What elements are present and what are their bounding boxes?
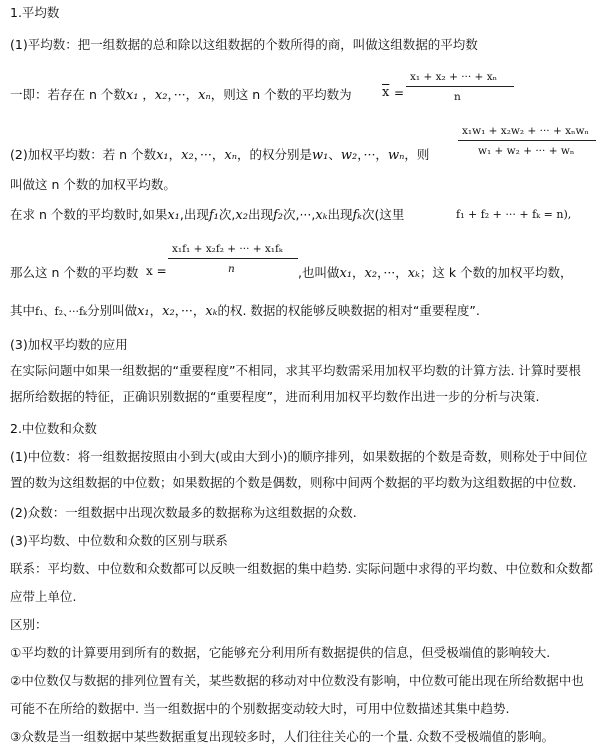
apply-title: (3)加权平均数的应用 [10, 337, 128, 352]
frequency-condition: f₁ + f₂ + ··· + fₖ = n), [456, 208, 572, 221]
var-x1: x₁ [125, 88, 139, 103]
var-x2: x₂ [162, 304, 175, 319]
var-x2: x₂ [364, 266, 378, 281]
freq-then-c: ；这 k 个数的加权平均数， [419, 265, 573, 280]
freq-text-e: 次,···, [282, 207, 316, 222]
mean-general-suffix: ，则这 n 个数的平均数为 [210, 87, 352, 102]
mean-denominator: n [454, 91, 461, 103]
var-x1: x₁ [167, 208, 180, 223]
mean-symbol: $\overline{x}$ [382, 85, 390, 100]
among-a: 其中 [10, 303, 36, 318]
freq-text-a: 在求 n 个数的平均数时,如果 [10, 207, 168, 222]
freq-text-d: 出现 [247, 207, 273, 222]
freq-lhs: x = [146, 264, 167, 278]
var-x2: x₂ [235, 208, 248, 223]
frequency-line [10, 206, 404, 225]
apply-line-1: 在实际问题中如果一组数据的“重要程度”不相同，求其平均数需采用加权平均数的计算方法. 计算时要根 [10, 363, 581, 378]
var-wn: wₙ [387, 148, 405, 163]
weighted-fraction-bar [458, 140, 596, 141]
section-1-title: 1.平均数 [10, 5, 60, 20]
weighted-denominator: w₁ + w₂ + ··· + wₙ [478, 145, 575, 157]
var-xk: xₖ [205, 304, 218, 319]
var-xn: xₙ [224, 148, 237, 163]
weighted-prefix: (2)加权平均数：若 n 个数 [10, 147, 157, 162]
weighted-then: ，则 [404, 147, 430, 162]
difference-2-line-2: 可能不在所给的数据中. 当一组数据中的个别数据变动较大时，可用中位数描述其集中趋势. [10, 701, 510, 716]
link-line-2: 应带上单位. [10, 589, 77, 604]
freq-text-c: 次, [218, 207, 236, 222]
equals-sign: = [394, 86, 405, 100]
var-x2: x₂ [181, 148, 194, 163]
var-xk: xₖ [407, 266, 420, 281]
ellipsis: ··· [363, 147, 376, 162]
freq-then-line: ,也叫做x₁，x₂，···，xₖ；这 k 个数的加权平均数， [298, 265, 573, 281]
ellipsis: ··· [180, 303, 193, 318]
difference-2-line-1: ②中位数仅与数据的排列位置有关，某些数据的移动对中位数没有影响，中位数可能出现在所给数据中也 [10, 673, 584, 688]
weights-line: 其中f₁、f₂、···fₖ分别叫做x₁，x₂，···，xₖ的权. 数据的权能够反映数据的相对“重要程度”. [10, 303, 480, 319]
freq-then-a: 那么这 n 个数的平均数 [10, 265, 139, 280]
var-x1: x₁ [339, 266, 353, 281]
among-b: 分别叫做 [87, 303, 138, 318]
freq-text-b: ,出现 [179, 207, 209, 222]
var-f2: f₂ [272, 208, 283, 223]
difference-1: ①平均数的计算要用到所有的数据，它能够充分利用所有数据提供的信息，但受极端值的影响较大. [10, 645, 551, 660]
var-xk: xₖ [315, 208, 328, 223]
mean-general-line: 一即：若存在 n 个数x₁ ，x₂，···，xₙ，则这 n 个数的平均数为 [10, 87, 352, 103]
freq-denominator: n [228, 263, 235, 275]
freq-numerator: x₁f₁ + x₂f₂ + ··· + x₁fₖ [172, 243, 283, 255]
var-f1: f₁ [208, 208, 219, 223]
among-c: 的权. 数据的权能够反映数据的相对“重要程度”. [217, 303, 480, 318]
ellipsis: ··· [173, 87, 186, 102]
median-line-2: 置的数为这组数据的中位数；如果数据的个数是偶数，则称中间两个数据的平均数为这组数据的中位数. [10, 475, 577, 490]
mean-numerator: x₁ + x₂ + ··· + xₙ [410, 71, 498, 83]
var-x1: x₁ [137, 304, 150, 319]
ellipsis: ··· [199, 147, 212, 162]
difference-3: ③众数是当一组数据中某些数据重复出现较多时，人们往往关心的一个量. 众数不受极端值的影响。 [10, 729, 555, 744]
weighted-line: (2)加权平均数：若 n 个数x₁，x₂，···，xₙ，的权分别是w₁、w₂，···，wₙ，则 [10, 147, 430, 163]
weighted-call: 叫做这 n 个数的加权平均数。 [10, 177, 176, 192]
median-line-1: (1)中位数：将一组数据按照由小到大(或由大到小)的顺序排列，如果数据的个数是奇数，则称处于中间位 [10, 449, 588, 464]
freq-text-f: 出现 [327, 207, 353, 222]
link-line-1: 联系：平均数、中位数和众数都可以反映一组数据的集中趋势. 实际问题中求得的平均数、中位数和众数都 [10, 561, 593, 576]
mean-definition: (1)平均数：把一组数据的总和除以这组数据的个数所得的商，叫做这组数据的平均数 [10, 37, 478, 52]
ellipsis: ··· [383, 265, 396, 280]
apply-line-2: 据所给数据的特征，正确识别数据的“重要程度”，进而利用加权平均数作出进一步的分析与决策. [10, 389, 540, 404]
mean-general-prefix: 一即：若存在 n 个数 [10, 87, 126, 102]
var-w1: w₁ [312, 148, 329, 163]
var-xn: xₙ [198, 88, 211, 103]
mean-fraction-bar [406, 86, 514, 87]
section-2-title: 2.中位数和众数 [10, 421, 97, 436]
mode-definition: (2)众数：一组数据中出现次数最多的数据称为这组数据的众数. [10, 505, 357, 520]
weighted-mid: 的权分别是 [249, 147, 313, 162]
var-w2: w₂ [340, 148, 358, 163]
weights-list: f₁、f₂、···fₖ [35, 305, 88, 318]
freq-fraction-bar [168, 258, 298, 259]
var-fk: fₖ [352, 208, 363, 223]
difference-title: (3)平均数、中位数和众数的区别与联系 [10, 533, 228, 548]
difference-label: 区别： [10, 617, 48, 632]
weighted-numerator: x₁w₁ + x₂w₂ + ··· + xₙwₙ [462, 125, 590, 137]
var-x2: x₂ [154, 88, 168, 103]
var-x1: x₁ [156, 148, 169, 163]
freq-text-g: 次(这里 [362, 207, 405, 222]
freq-then-b: ,也叫做 [298, 265, 340, 280]
